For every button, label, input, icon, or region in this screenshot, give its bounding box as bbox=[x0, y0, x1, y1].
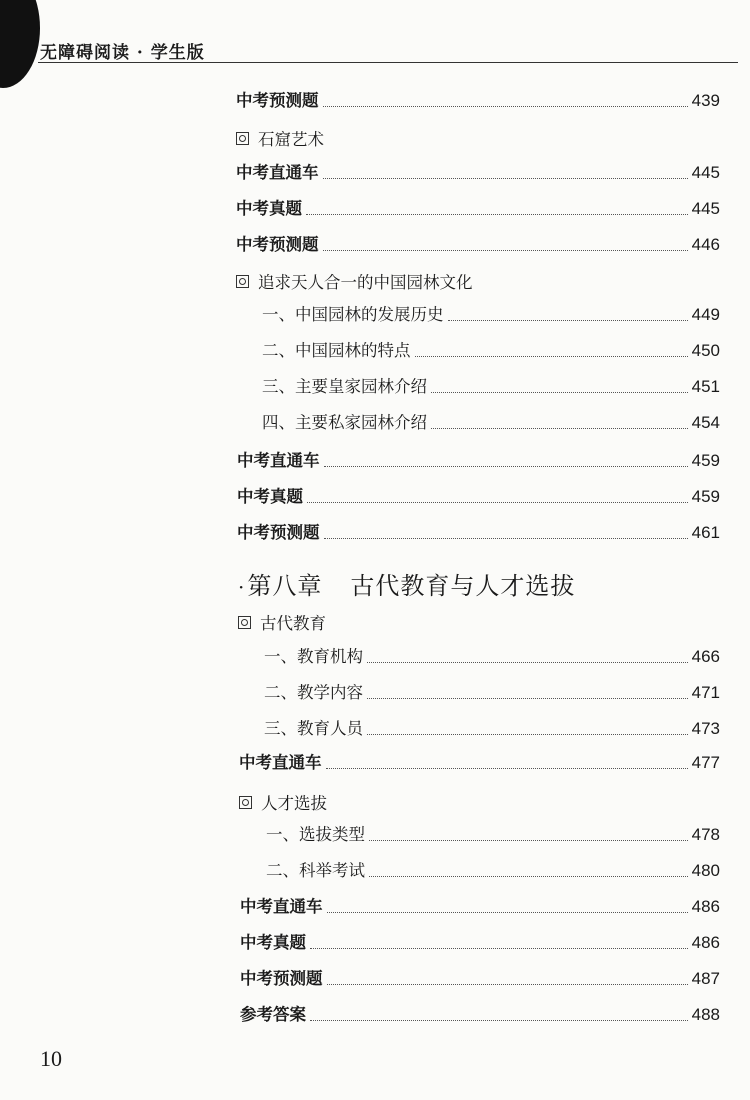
toc-entry-page: 450 bbox=[691, 341, 720, 360]
page-number: 10 bbox=[40, 1046, 62, 1071]
dot-leader bbox=[323, 105, 688, 107]
chapter-number: 第八章 bbox=[247, 572, 323, 600]
toc-entry-page: 454 bbox=[691, 413, 720, 432]
dot-leader bbox=[324, 465, 688, 467]
toc-entry-label: 中考真题 bbox=[240, 933, 306, 952]
toc-entry-label: 参考答案 bbox=[240, 1005, 306, 1024]
toc-entry[interactable] bbox=[236, 228, 720, 256]
dot-leader bbox=[310, 947, 688, 949]
toc-entry[interactable] bbox=[266, 818, 720, 846]
dot-leader bbox=[310, 1019, 688, 1021]
dot-leader bbox=[367, 697, 688, 699]
dot-leader bbox=[369, 875, 688, 877]
toc-entry[interactable] bbox=[239, 746, 720, 774]
section-label: 古代教育 bbox=[260, 614, 326, 633]
toc-entry-label: 二、科举考试 bbox=[266, 861, 365, 880]
section-marker-icon bbox=[239, 796, 252, 809]
toc-entry[interactable] bbox=[262, 334, 720, 362]
toc-entry[interactable] bbox=[264, 640, 720, 668]
toc-entry-label: 三、教育人员 bbox=[264, 719, 363, 738]
toc-entry-page: 446 bbox=[691, 235, 720, 254]
toc-entry-label: 中考直通车 bbox=[240, 897, 323, 916]
dot-leader bbox=[448, 319, 688, 321]
toc-entry[interactable] bbox=[264, 712, 720, 740]
toc-entry-label: 中考预测题 bbox=[236, 91, 319, 110]
dot-leader bbox=[323, 177, 688, 179]
section-label: 石窟艺术 bbox=[258, 130, 324, 149]
toc-entry-page: 451 bbox=[691, 377, 720, 396]
toc-entry-page: 478 bbox=[691, 825, 720, 844]
toc-section-heading[interactable] bbox=[239, 790, 327, 814]
section-label: 人才选拔 bbox=[261, 794, 327, 813]
toc-entry[interactable] bbox=[262, 370, 720, 398]
dot-leader bbox=[367, 661, 688, 663]
toc-entry-page: 445 bbox=[691, 199, 720, 218]
toc-entry-label: 一、选拔类型 bbox=[266, 825, 365, 844]
toc-entry[interactable] bbox=[240, 962, 720, 990]
toc-entry-label: 三、主要皇家园林介绍 bbox=[262, 377, 427, 396]
toc-section-heading[interactable] bbox=[236, 126, 324, 150]
toc-section-heading[interactable] bbox=[236, 269, 473, 293]
toc-entry[interactable] bbox=[237, 516, 720, 544]
toc-entry-label: 一、中国园林的发展历史 bbox=[262, 305, 444, 324]
toc-entry-page: 449 bbox=[691, 305, 720, 324]
toc-entry-page: 473 bbox=[691, 719, 720, 738]
dot-leader bbox=[326, 767, 688, 769]
toc-entry[interactable] bbox=[240, 926, 720, 954]
chapter-title: 古代教育与人才选拔 bbox=[350, 572, 576, 600]
toc-entry-label: 中考直通车 bbox=[236, 163, 319, 182]
dot-leader bbox=[307, 501, 688, 503]
toc-entry-page: 486 bbox=[691, 933, 720, 952]
dot-leader bbox=[323, 249, 688, 251]
toc-entry-page: 471 bbox=[691, 683, 720, 702]
toc-entry[interactable] bbox=[236, 84, 720, 112]
toc-entry[interactable] bbox=[266, 854, 720, 882]
running-header: 无障碍阅读 · 学生版 bbox=[40, 43, 205, 63]
dot-leader bbox=[327, 911, 688, 913]
section-marker-icon bbox=[236, 275, 249, 288]
toc-entry-label: 中考真题 bbox=[237, 487, 303, 506]
toc-entry-page: 487 bbox=[691, 969, 720, 988]
dot-leader bbox=[431, 427, 688, 429]
toc-entry-label: 中考真题 bbox=[236, 199, 302, 218]
toc-entry-page: 488 bbox=[691, 1005, 720, 1024]
section-marker-icon bbox=[238, 616, 251, 629]
toc-entry-page: 466 bbox=[691, 647, 720, 666]
toc-entry-page: 480 bbox=[691, 861, 720, 880]
toc-entry-label: 中考预测题 bbox=[237, 523, 320, 542]
dot-leader bbox=[324, 537, 688, 539]
toc-entry-page: 461 bbox=[691, 523, 720, 542]
toc-entry-page: 459 bbox=[691, 451, 720, 470]
header-rule bbox=[38, 62, 738, 63]
toc-entry[interactable] bbox=[237, 444, 720, 472]
dot-leader bbox=[369, 839, 688, 841]
toc-entry[interactable] bbox=[262, 298, 720, 326]
toc-entry-label: 二、中国园林的特点 bbox=[262, 341, 411, 360]
toc-entry-label: 中考预测题 bbox=[236, 235, 319, 254]
toc-entry-page: 445 bbox=[691, 163, 720, 182]
corner-emblem bbox=[0, 0, 40, 88]
toc-entry-label: 中考直通车 bbox=[239, 753, 322, 772]
toc-entry-label: 二、教学内容 bbox=[264, 683, 363, 702]
chapter-heading[interactable] bbox=[238, 566, 575, 601]
dot-leader bbox=[367, 733, 688, 735]
toc-entry[interactable] bbox=[262, 406, 720, 434]
toc-entry-page: 439 bbox=[691, 91, 720, 110]
section-label: 追求天人合一的中国园林文化 bbox=[258, 273, 473, 292]
toc-entry-page: 486 bbox=[691, 897, 720, 916]
toc-entry[interactable] bbox=[240, 890, 720, 918]
dot-leader bbox=[306, 213, 688, 215]
toc-entry[interactable] bbox=[240, 998, 720, 1026]
toc-entry-page: 459 bbox=[691, 487, 720, 506]
toc-entry[interactable] bbox=[236, 192, 720, 220]
toc-entry-page: 477 bbox=[691, 753, 720, 772]
dot-leader bbox=[415, 355, 688, 357]
toc-entry[interactable] bbox=[237, 480, 720, 508]
toc-entry[interactable] bbox=[264, 676, 720, 704]
toc-entry-label: 中考直通车 bbox=[237, 451, 320, 470]
dot-leader bbox=[431, 391, 688, 393]
chapter-bullet: · bbox=[238, 575, 246, 599]
toc-section-heading[interactable] bbox=[238, 610, 326, 634]
toc-entry-label: 四、主要私家园林介绍 bbox=[262, 413, 427, 432]
section-marker-icon bbox=[236, 132, 249, 145]
dot-leader bbox=[327, 983, 688, 985]
toc-entry-label: 一、教育机构 bbox=[264, 647, 363, 666]
toc-entry-label: 中考预测题 bbox=[240, 969, 323, 988]
toc-entry[interactable] bbox=[236, 156, 720, 184]
